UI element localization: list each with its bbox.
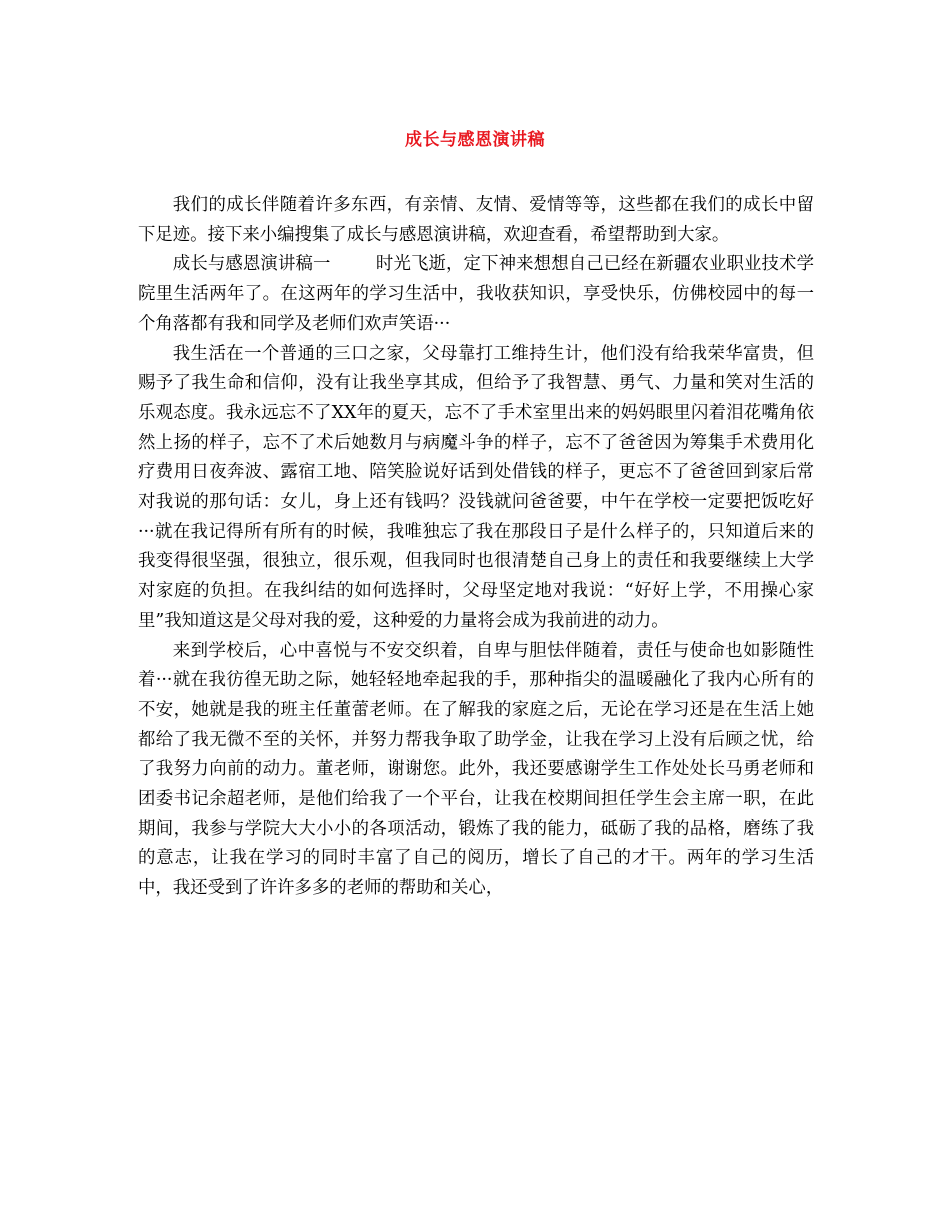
- document-title: 成长与感恩演讲稿: [405, 130, 545, 150]
- document-body: [138, 191, 814, 904]
- paragraph-school: 来到学校后，心中喜悦与不安交织着，自卑与胆怯伴随着，责任与使命也如影随性着···就在我彷徨无助之际，她轻轻地牵起我的手，那种指尖的温暖融化了我内心所有的不安，她就是我的班主任董蕾老师。在了解我的家庭之后，无论在学习还是在生活上她都给了我无微不至的关怀，并努力帮我争取了助学金，让我在学习上没有后顾之忧，给了我努力向前的动力。董老师，谢谢您。此外，我还要感谢学生工作处处长马勇老师和团委书记余超老师，是他们给我了一个平台，让我在校期间担任学生会主席一职，在此期间，我参与学院大大小小的各项活动，锻炼了我的能力，砥砺了我的品格，磨练了我的意志，让我在学习的同时丰富了自己的阅历，增长了自己的才干。两年的学习生活中，我还受到了许许多多的老师的帮助和关心，: [138, 640, 814, 899]
- paragraph-intro: 我们的成长伴随着许多东西，有亲情、友情、爱情等等，这些都在我们的成长中留下足迹。接下来小编搜集了成长与感恩演讲稿，欢迎查看，希望帮助到大家。: [138, 195, 814, 245]
- paragraph-family: 我生活在一个普通的三口之家，父母靠打工维持生计，他们没有给我荣华富贵，但赐予了我生命和信仰，没有让我坐享其成，但给予了我智慧、勇气、力量和笑对生活的乐观态度。我永远忘不了XX年的夏天，忘不了手术室里出来的妈妈眼里闪着泪花嘴角依然上扬的样子，忘不了术后她数月与病魔斗争的样子，忘不了爸爸因为筹集手术费用化疗费用日夜奔波、露宿工地、陪笑脸说好话到处借钱的样子，更忘不了爸爸回到家后常对我说的那句话：女儿，身上还有钱吗？没钱就问爸爸要，中午在学校一定要把饭吃好···就在我记得所有所有的时候，我唯独忘了我在那段日子是什么样子的，只知道后来的我变得很坚强，很独立，很乐观，但我同时也很清楚自己身上的责任和我要继续上大学对家庭的负担。在我纠结的如何选择时，父母坚定地对我说：“好好上学，不用操心家里”我知道这是父母对我的爱，这种爱的力量将会成为我前进的动力。: [138, 343, 814, 631]
- paragraph-section-one: [138, 250, 814, 339]
- section-heading: 成长与感恩演讲稿一: [172, 254, 331, 275]
- section-text: 时光飞逝，定下神来想想自己已经在新疆农业职业技术学院里生活两年了。在这两年的学习生活中，我收获知识，享受快乐，仿佛校园中的每一个角落都有我和同学及老师们欢声笑语···: [138, 254, 814, 334]
